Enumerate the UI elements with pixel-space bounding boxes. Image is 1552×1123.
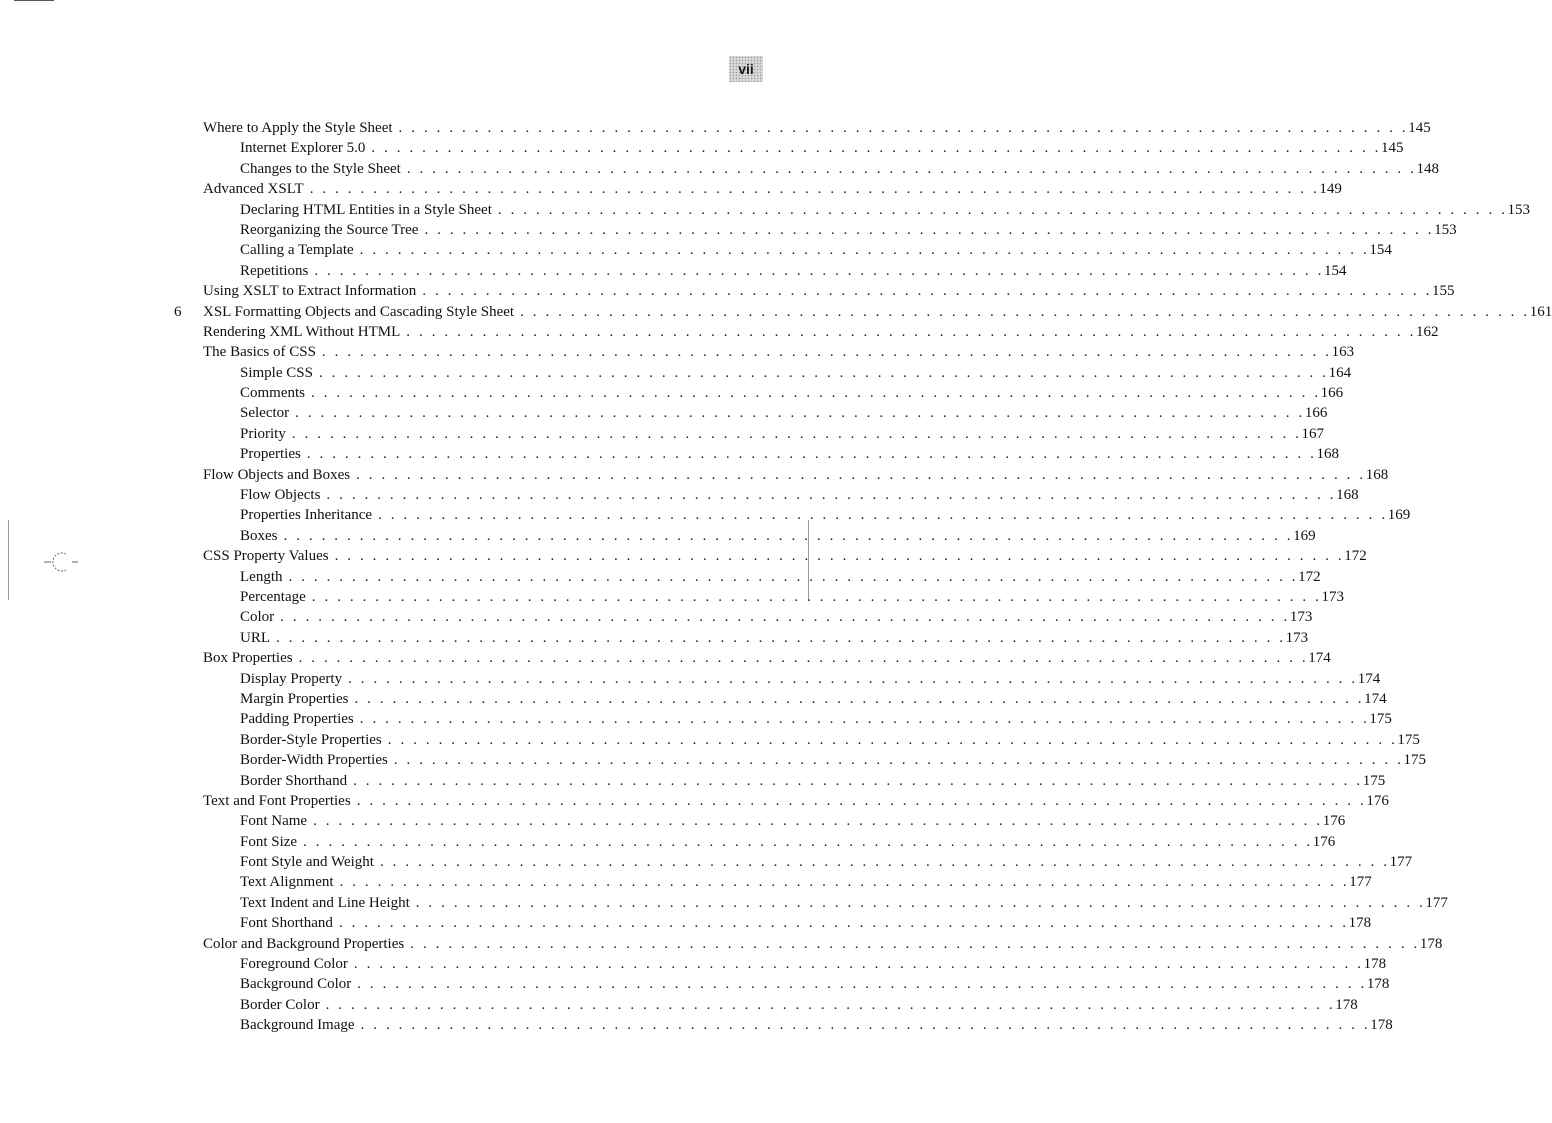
toc-entry-title: URL [240, 629, 270, 646]
dot-leader: . . . . . . . . . . . . . . . . . . . . . . . . . . . . . . . . . . . . . . . . . . . . . . . . . . . . . . . . . . . . . . . . . . . . . . . . . . . . . . . . [359, 242, 1370, 259]
toc-entry-page: 145 [1408, 120, 1431, 136]
dot-leader: . . . . . . . . . . . . . . . . . . . . . . . . . . . . . . . . . . . . . . . . . . . . . . . . . . . . . . . . . . . . . . . . . . . . . . . . . . . . . . . . [276, 629, 1286, 646]
toc-entry-page: 177 [1349, 874, 1372, 891]
toc-entry[interactable] [203, 220, 1457, 240]
dot-leader: . . . . . . . . . . . . . . . . . . . . . . . . . . . . . . . . . . . . . . . . . . . . . . . . . . . . . . . . . . . . . . . . . . . . . . . . . . . . . . . . [295, 405, 1305, 422]
dot-leader: . . . . . . . . . . . . . . . . . . . . . . . . . . . . . . . . . . . . . . . . . . . . . . . . . . . . . . . . . . . . . . . . . . . . . . . . . . . . . . . . [303, 833, 1313, 850]
dot-leader: . . . . . . . . . . . . . . . . . . . . . . . . . . . . . . . . . . . . . . . . . . . . . . . . . . . . . . . . . . . . . . . . . . . . . . . . . . . . . . . . [410, 935, 1420, 952]
dot-leader: . . . . . . . . . . . . . . . . . . . . . . . . . . . . . . . . . . . . . . . . . . . . . . . . . . . . . . . . . . . . . . . . . . . . . . . . . . . . . . . . [424, 221, 1435, 238]
dot-leader: . . . . . . . . . . . . . . . . . . . . . . . . . . . . . . . . . . . . . . . . . . . . . . . . . . . . . . . . . . . . . . . . . . . . . . . . . . . . . . . . [371, 140, 1382, 157]
toc-entry-page: 162 [1415, 323, 1439, 340]
toc-entry[interactable] [203, 567, 1321, 587]
toc-entry-page: 175 [1397, 731, 1420, 748]
toc-entry-title: Padding Properties [240, 711, 354, 728]
toc-entry-page: 169 [1293, 527, 1316, 544]
toc-entry[interactable] [203, 179, 1342, 199]
toc-entry[interactable] [203, 465, 1389, 485]
toc-entry[interactable] [203, 200, 1531, 220]
toc-entry-title: Foreground Color [240, 956, 348, 973]
toc-entry[interactable] [203, 771, 1386, 791]
toc-entry-page: 164 [1328, 364, 1352, 381]
toc-entry-title: Where to Apply the Style Sheet [203, 120, 393, 136]
toc-entry-title: Font Name [240, 813, 308, 830]
dot-leader: . . . . . . . . . . . . . . . . . . . . . . . . . . . . . . . . . . . . . . . . . . . . . . . . . . . . . . . . . . . . . . . . . . . . . . . . . . . . . . . . [353, 772, 1363, 789]
toc-entry-page: 178 [1419, 935, 1443, 952]
toc-entry-title: Text Alignment [240, 874, 334, 891]
toc-entry-title: Percentage [240, 588, 306, 605]
dot-leader: . . . . . . . . . . . . . . . . . . . . . . . . . . . . . . . . . . . . . . . . . . . . . . . . . . . . . . . . . . . . . . . . . . . . . . . . . . . . . . . . [398, 120, 1409, 136]
toc-entry[interactable] [203, 342, 1355, 362]
toc-entry[interactable] [203, 913, 1372, 933]
toc-entry-page: 178 [1348, 915, 1372, 932]
dot-leader: . . . . . . . . . . . . . . . . . . . . . . . . . . . . . . . . . . . . . . . . . . . . . . . . . . . . . . . . . . . . . . . . . . . . . . . . . . . . . . . . [283, 527, 1294, 544]
toc-entry[interactable] [203, 587, 1344, 607]
toc-entry-page: 176 [1322, 813, 1346, 830]
toc-entry[interactable] [203, 954, 1387, 974]
toc-entry[interactable] [203, 383, 1344, 403]
toc-entry[interactable] [203, 974, 1390, 994]
toc-entry-page: 174 [1308, 650, 1331, 667]
toc-entry-page: 168 [1365, 466, 1389, 483]
dot-leader: . . . . . . . . . . . . . . . . . . . . . . . . . . . . . . . . . . . . . . . . . . . . . . . . . . . . . . . . . . . . . . . . . . . . . . . . . . . . . . . . [326, 487, 1337, 504]
toc-entry-title: XSL Formatting Objects and Cascading Style Sheet [203, 303, 515, 320]
toc-entry-page: 168 [1336, 487, 1359, 504]
toc-entry[interactable] [203, 995, 1358, 1015]
page-number-box [729, 56, 763, 82]
dot-leader: . . . . . . . . . . . . . . . . . . . . . . . . . . . . . . . . . . . . . . . . . . . . . . . . . . . . . . . . . . . . . . . . . . . . . . . . . . . . . . . . [306, 446, 1317, 463]
dot-leader: . . . . . . . . . . . . . . . . . . . . . . . . . . . . . . . . . . . . . . . . . . . . . . . . . . . . . . . . . . . . . . . . . . . . . . . . . . . . . . . . [318, 364, 1329, 381]
toc-entry[interactable] [203, 730, 1420, 750]
dot-leader: . . . . . . . . . . . . . . . . . . . . . . . . . . . . . . . . . . . . . . . . . . . . . . . . . . . . . . . . . . . . . . . . . . . . . . . . . . . . . . . . [422, 283, 1432, 300]
toc-entry-page: 163 [1331, 344, 1355, 361]
toc-entry-page: 178 [1370, 1017, 1393, 1034]
dot-leader: . . . . . . . . . . . . . . . . . . . . . . . . . . . . . . . . . . . . . . . . . . . . . . . . . . . . . . . . . . . . . . . . . . . . . . . . . . . . . . . . [520, 303, 1530, 320]
toc-entry-title: Rendering XML Without HTML [203, 323, 401, 340]
dot-leader: . . . . . . . . . . . . . . . . . . . . . . . . . . . . . . . . . . . . . . . . . . . . . . . . . . . . . . . . . . . . . . . . . . . . . . . . . . . . . . . . [314, 262, 1324, 279]
dot-leader: . . . . . . . . . . . . . . . . . . . . . . . . . . . . . . . . . . . . . . . . . . . . . . . . . . . . . . . . . . . . . . . . . . . . . . . . . . . . . . . . [321, 344, 1332, 361]
toc-entry[interactable] [203, 322, 1439, 342]
dot-leader: . . . . . . . . . . . . . . . . . . . . . . . . . . . . . . . . . . . . . . . . . . . . . . . . . . . . . . . . . . . . . . . . . . . . . . . . . . . . . . . . [497, 201, 1508, 218]
toc-entry[interactable] [203, 485, 1359, 505]
dot-leader: . . . . . . . . . . . . . . . . . . . . . . . . . . . . . . . . . . . . . . . . . . . . . . . . . . . . . . . . . . . . . . . . . . . . . . . . . . . . . . . . [406, 323, 1416, 340]
toc-entry[interactable] [203, 893, 1448, 913]
toc-entry-title: Simple CSS [240, 364, 313, 381]
toc-entry-title: Length [240, 568, 283, 585]
toc-entry-title: The Basics of CSS [203, 344, 316, 361]
toc-entry[interactable] [203, 526, 1316, 546]
toc-entry-page: 155 [1431, 283, 1455, 300]
dot-leader: . . . . . . . . . . . . . . . . . . . . . . . . . . . . . . . . . . . . . . . . . . . . . . . . . . . . . . . . . . . . . . . . . . . . . . . . . . . . . . . . [311, 385, 1321, 402]
toc-entry-title: Calling a Template [240, 242, 354, 259]
left-margin-line [8, 520, 9, 600]
toc-entry-page: 175 [1369, 711, 1392, 728]
toc-entry-page: 178 [1363, 956, 1387, 973]
toc-entry-page: 176 [1366, 792, 1389, 809]
page-number: vii [738, 61, 754, 77]
toc-entry-title: Priority [240, 425, 286, 442]
toc-entry[interactable] [203, 852, 1413, 872]
toc-entry-page: 175 [1362, 772, 1386, 789]
toc-entry[interactable] [203, 505, 1411, 525]
toc-entry-title: Border-Width Properties [240, 752, 388, 769]
toc-entry-title: Comments [240, 385, 306, 402]
toc-entry-title: Display Property [240, 670, 343, 687]
toc-entry[interactable] [203, 159, 1439, 179]
toc-entry-page: 148 [1416, 160, 1439, 177]
toc-entry[interactable] [203, 628, 1309, 648]
toc-entry-page: 175 [1403, 752, 1426, 769]
toc-entry-title: Boxes [240, 527, 278, 544]
toc-entry-page: 166 [1320, 385, 1344, 402]
dot-leader: . . . . . . . . . . . . . . . . . . . . . . . . . . . . . . . . . . . . . . . . . . . . . . . . . . . . . . . . . . . . . . . . . . . . . . . . . . . . . . . . [339, 874, 1350, 891]
toc-entry[interactable] [203, 709, 1392, 729]
toc-entry[interactable] [203, 689, 1387, 709]
chapter-number: 6 [174, 303, 182, 320]
toc-entry-title: Internet Explorer 5.0 [240, 140, 366, 157]
toc-entry-title: Border Color [240, 996, 320, 1013]
toc-entry-page: 172 [1344, 548, 1367, 565]
registration-mark-icon [44, 550, 80, 574]
toc-entry[interactable] [174, 302, 1552, 322]
toc-entry-page: 173 [1321, 588, 1344, 605]
dot-leader: . . . . . . . . . . . . . . . . . . . . . . . . . . . . . . . . . . . . . . . . . . . . . . . . . . . . . . . . . . . . . . . . . . . . . . . . . . . . . . . . [338, 915, 1349, 932]
toc-entry-title: Font Style and Weight [240, 854, 374, 871]
toc-entry[interactable] [203, 648, 1331, 668]
toc-entry-page: 169 [1387, 507, 1411, 524]
dot-leader: . . . . . . . . . . . . . . . . . . . . . . . . . . . . . . . . . . . . . . . . . . . . . . . . . . . . . . . . . . . . . . . . . . . . . . . . . . . . . . . . [325, 996, 1336, 1013]
toc-entry-title: Properties [240, 446, 301, 463]
toc-entry-page: 167 [1301, 425, 1324, 442]
toc-entry-title: Text and Font Properties [203, 792, 351, 809]
dot-leader: . . . . . . . . . . . . . . . . . . . . . . . . . . . . . . . . . . . . . . . . . . . . . . . . . . . . . . . . . . . . . . . . . . . . . . . . . . . . . . . . [291, 425, 1302, 442]
dot-leader: . . . . . . . . . . . . . . . . . . . . . . . . . . . . . . . . . . . . . . . . . . . . . . . . . . . . . . . . . . . . . . . . . . . . . . . . . . . . . . . . [334, 548, 1345, 565]
toc-entry[interactable] [203, 118, 1431, 138]
toc-entry-page: 172 [1298, 568, 1321, 585]
toc-entry[interactable] [203, 363, 1352, 383]
toc-entry-page: 177 [1389, 854, 1413, 871]
toc-entry-title: Selector [240, 405, 290, 422]
dot-leader: . . . . . . . . . . . . . . . . . . . . . . . . . . . . . . . . . . . . . . . . . . . . . . . . . . . . . . . . . . . . . . . . . . . . . . . . . . . . . . . . [288, 568, 1299, 585]
dot-leader: . . . . . . . . . . . . . . . . . . . . . . . . . . . . . . . . . . . . . . . . . . . . . . . . . . . . . . . . . . . . . . . . . . . . . . . . . . . . . . . . [354, 690, 1365, 707]
toc-entry-title: Background Image [240, 1017, 355, 1034]
toc-entry-page: 161 [1529, 303, 1552, 320]
dot-leader: . . . . . . . . . . . . . . . . . . . . . . . . . . . . . . . . . . . . . . . . . . . . . . . . . . . . . . . . . . . . . . . . . . . . . . . . . . . . . . . . [406, 160, 1417, 177]
toc-entry[interactable] [203, 261, 1347, 281]
toc-entry[interactable] [203, 546, 1367, 566]
toc-entry-page: 168 [1316, 446, 1339, 463]
dot-leader: . . . . . . . . . . . . . . . . . . . . . . . . . . . . . . . . . . . . . . . . . . . . . . . . . . . . . . . . . . . . . . . . . . . . . . . . . . . . . . . . [357, 976, 1367, 993]
toc-entry-title: Text Indent and Line Height [240, 894, 410, 911]
toc-entry-title: Color and Background Properties [203, 935, 405, 952]
toc-entry-title: Border-Style Properties [240, 731, 382, 748]
toc-entry-title: Background Color [240, 976, 352, 993]
toc-entry[interactable] [203, 424, 1324, 444]
toc-entry-title: Advanced XSLT [203, 181, 304, 198]
dot-leader: . . . . . . . . . . . . . . . . . . . . . . . . . . . . . . . . . . . . . . . . . . . . . . . . . . . . . . . . . . . . . . . . . . . . . . . . . . . . . . . . [313, 813, 1323, 830]
dot-leader: . . . . . . . . . . . . . . . . . . . . . . . . . . . . . . . . . . . . . . . . . . . . . . . . . . . . . . . . . . . . . . . . . . . . . . . . . . . . . . . . [393, 752, 1404, 769]
dot-leader: . . . . . . . . . . . . . . . . . . . . . . . . . . . . . . . . . . . . . . . . . . . . . . . . . . . . . . . . . . . . . . . . . . . . . . . . . . . . . . . . [379, 854, 1390, 871]
toc-entry[interactable] [203, 607, 1313, 627]
toc-entry[interactable] [203, 669, 1381, 689]
dot-leader: . . . . . . . . . . . . . . . . . . . . . . . . . . . . . . . . . . . . . . . . . . . . . . . . . . . . . . . . . . . . . . . . . . . . . . . . . . . . . . . . [360, 1017, 1371, 1034]
toc-entry-page: 154 [1369, 242, 1392, 259]
toc-entry-title: Color [240, 609, 275, 626]
toc-entry-page: 178 [1366, 976, 1390, 993]
toc-entry-title: Font Shorthand [240, 915, 333, 932]
toc-entry-page: 174 [1357, 670, 1381, 687]
dot-leader: . . . . . . . . . . . . . . . . . . . . . . . . . . . . . . . . . . . . . . . . . . . . . . . . . . . . . . . . . . . . . . . . . . . . . . . . . . . . . . . . [348, 670, 1358, 687]
toc-entry-title: Using XSLT to Extract Information [203, 283, 417, 300]
toc-entry-page: 178 [1335, 996, 1358, 1013]
toc-entry[interactable] [203, 1015, 1393, 1035]
toc-entry-title: Flow Objects [240, 487, 321, 504]
table-of-contents [174, 118, 1552, 1036]
toc-entry[interactable] [203, 750, 1426, 770]
dot-leader: . . . . . . . . . . . . . . . . . . . . . . . . . . . . . . . . . . . . . . . . . . . . . . . . . . . . . . . . . . . . . . . . . . . . . . . . . . . . . . . . [309, 181, 1320, 198]
toc-entry-title: Declaring HTML Entities in a Style Sheet [240, 201, 492, 218]
toc-entry[interactable] [203, 832, 1336, 852]
toc-entry-page: 145 [1381, 140, 1404, 157]
toc-entry[interactable] [203, 811, 1346, 831]
toc-entry-page: 166 [1304, 405, 1328, 422]
toc-entry[interactable] [203, 444, 1339, 464]
dot-leader: . . . . . . . . . . . . . . . . . . . . . . . . . . . . . . . . . . . . . . . . . . . . . . . . . . . . . . . . . . . . . . . . . . . . . . . . . . . . . . . . [353, 956, 1364, 973]
toc-entry[interactable] [203, 240, 1392, 260]
toc-entry-page: 173 [1289, 609, 1313, 626]
toc-entry[interactable] [203, 403, 1328, 423]
toc-entry[interactable] [203, 791, 1389, 811]
toc-entry-page: 174 [1364, 690, 1387, 707]
toc-entry[interactable] [203, 934, 1443, 954]
dot-leader: . . . . . . . . . . . . . . . . . . . . . . . . . . . . . . . . . . . . . . . . . . . . . . . . . . . . . . . . . . . . . . . . . . . . . . . . . . . . . . . . [280, 609, 1290, 626]
toc-entry[interactable] [203, 138, 1404, 158]
dot-leader: . . . . . . . . . . . . . . . . . . . . . . . . . . . . . . . . . . . . . . . . . . . . . . . . . . . . . . . . . . . . . . . . . . . . . . . . . . . . . . . . [359, 711, 1370, 728]
toc-entry-title: Reorganizing the Source Tree [240, 221, 419, 238]
toc-entry-page: 153 [1507, 201, 1531, 218]
toc-entry-title: Changes to the Style Sheet [240, 160, 401, 177]
toc-entry-title: Flow Objects and Boxes [203, 466, 351, 483]
toc-entry-page: 154 [1323, 262, 1347, 279]
toc-entry-title: Font Size [240, 833, 298, 850]
dot-leader: . . . . . . . . . . . . . . . . . . . . . . . . . . . . . . . . . . . . . . . . . . . . . . . . . . . . . . . . . . . . . . . . . . . . . . . . . . . . . . . . [311, 588, 1322, 605]
toc-entry-page: 153 [1434, 221, 1457, 238]
toc-entry-title: Repetitions [240, 262, 309, 279]
dot-leader: . . . . . . . . . . . . . . . . . . . . . . . . . . . . . . . . . . . . . . . . . . . . . . . . . . . . . . . . . . . . . . . . . . . . . . . . . . . . . . . . [298, 650, 1309, 667]
toc-entry-page: 177 [1425, 894, 1448, 911]
toc-entry-page: 176 [1312, 833, 1336, 850]
toc-entry[interactable] [203, 872, 1372, 892]
dot-leader: . . . . . . . . . . . . . . . . . . . . . . . . . . . . . . . . . . . . . . . . . . . . . . . . . . . . . . . . . . . . . . . . . . . . . . . . . . . . . . . . [356, 466, 1366, 483]
toc-entry-page: 173 [1285, 629, 1309, 646]
toc-entry-title: Border Shorthand [240, 772, 348, 789]
toc-entry-title: Box Properties [203, 650, 293, 667]
toc-entry-title: Margin Properties [240, 690, 349, 707]
top-rule [14, 0, 54, 1]
toc-entry[interactable] [203, 281, 1455, 301]
dot-leader: . . . . . . . . . . . . . . . . . . . . . . . . . . . . . . . . . . . . . . . . . . . . . . . . . . . . . . . . . . . . . . . . . . . . . . . . . . . . . . . . [356, 792, 1367, 809]
toc-entry-page: 149 [1319, 181, 1342, 198]
dot-leader: . . . . . . . . . . . . . . . . . . . . . . . . . . . . . . . . . . . . . . . . . . . . . . . . . . . . . . . . . . . . . . . . . . . . . . . . . . . . . . . . [387, 731, 1398, 748]
dot-leader: . . . . . . . . . . . . . . . . . . . . . . . . . . . . . . . . . . . . . . . . . . . . . . . . . . . . . . . . . . . . . . . . . . . . . . . . . . . . . . . . [378, 507, 1388, 524]
toc-entry-title: CSS Property Values [203, 548, 329, 565]
toc-entry-title: Properties Inheritance [240, 507, 373, 524]
dot-leader: . . . . . . . . . . . . . . . . . . . . . . . . . . . . . . . . . . . . . . . . . . . . . . . . . . . . . . . . . . . . . . . . . . . . . . . . . . . . . . . . [415, 894, 1426, 911]
